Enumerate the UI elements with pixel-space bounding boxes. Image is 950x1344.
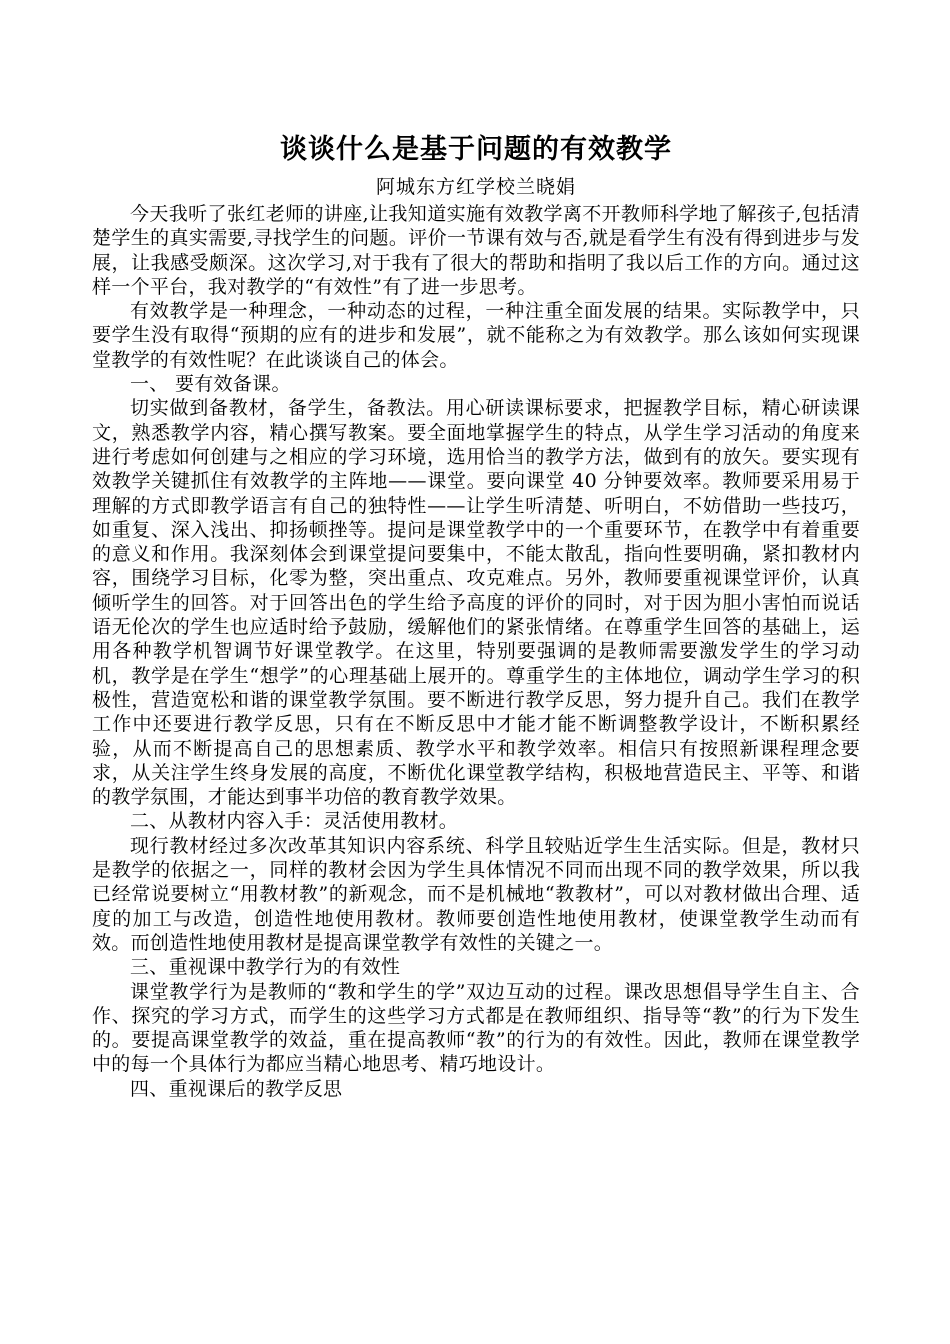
- section-heading-4: 四、重视课后的教学反思: [130, 1077, 343, 1100]
- section-2-paragraph: 现行教材经过多次改革其知识内容系统、科学且较贴近学生生活实际。但是，教材只是教学的依据之一，同样的教材会因为学生具体情况不同而出现不同的教学效果，所以我已经常说要树立“用教材教”的新观念，而不是机械地“教教材”，可以对教材做出合理、适度的加工与改造，创造性地使用教材。教师要创造性地使用教材，使课堂教学生动而有效。而创造性地使用教材是提高课堂教学有效性的关键之一。: [92, 834, 860, 954]
- document-title: 谈谈什么是基于问题的有效教学: [280, 134, 672, 165]
- document-page: [92, 128, 860, 1101]
- document-author: 阿城东方红学校兰晓娟: [375, 176, 576, 198]
- section-heading-1: 一、 要有效备课。: [130, 373, 291, 396]
- section-3-paragraph: 课堂教学行为是教师的“教和学生的学”双边互动的过程。课改思想倡导学生自主、合作、探究的学习方式，而学生的这些学习方式都是在教师组织、指导等“教”的行为下发生的。要提高课堂教学的效益，重在提高教师“教”的行为的有效性。因此，教师在课堂教学中的每一个具体行为都应当精心地思考、精巧地设计。: [92, 980, 860, 1076]
- section-heading-3: 三、重视课中教学行为的有效性: [130, 956, 401, 979]
- intro-paragraph-2: 有效教学是一种理念，一种动态的过程，一种注重全面发展的结果。实际教学中，只要学生没有取得“预期的应有的进步和发展”，就不能称之为有效教学。那么该如何实现课堂教学的有效性呢？在此谈谈自己的体会。: [92, 300, 860, 371]
- section-heading-2: 二、从教材内容入手：灵活使用教材。: [130, 810, 459, 833]
- intro-paragraph-1: 今天我听了张红老师的讲座,让我知道实施有效教学离不开教师科学地了解孩子,包括清楚学生的真实需要,寻找学生的问题。评价一节课有效与否,就是看学生有没有得到进步与发展，让我感受颇深。这次学习,对于我有了很大的帮助和指明了我以后工作的方向。通过这样一个平台，我对教学的“有效性”有了进一步思考。: [92, 203, 860, 298]
- section-1-paragraph: 切实做到备教材，备学生，备教法。用心研读课标要求，把握教学目标，精心研读课文，熟悉教学内容，精心撰写教案。要全面地掌握学生的特点，从学生学习活动的角度来进行考虑如何创建与之相应的学习环境，选用恰当的教学方法，做到有的放矢。要实现有效教学关键抓住有效教学的主阵地——课堂。要向课堂 40 分钟要效率。教师要采用易于理解的方式即教学语言有自己的独特性——让学生听清楚、听明白，不妨借助一些技巧，如重复、深入浅出、抑扬顿挫等。提问是课堂教学中的一个重要环节，在教学中有着重要的意义和作用。我深刻体会到课堂提问要集中，不能太散乱，指向性要明确，紧扣教材内容，围绕学习目标，化零为整，突出重点、攻克难点。另外，教师要重视课堂评价，认真倾听学生的回答。对于回答出色的学生给予高度的评价的同时，对于因为胆小害怕而说话语无伦次的学生也应适时给予鼓励，缓解他们的紧张情绪。在尊重学生回答的基础上，运用各种教学机智调节好课堂教学。在这里，特别要强调的是教师需要激发学生的学习动机，教学是在学生“想学”的心理基础上展开的。尊重学生的主体地位，调动学生学习的积极性，营造宽松和谐的课堂教学氛围。要不断进行教学反思，努力提升自己。我们在教学工作中还要进行教学反思，只有在不断反思中才能才能不断调整教学设计，不断积累经验，从而不断提高自己的思想素质、教学水平和教学效率。相信只有按照新课程理念要求，从关注学生终身发展的高度，不断优化课堂教学结构，积极地营造民主、平等、和谐的教学氛围，才能达到事半功倍的教育教学效果。: [92, 397, 860, 809]
